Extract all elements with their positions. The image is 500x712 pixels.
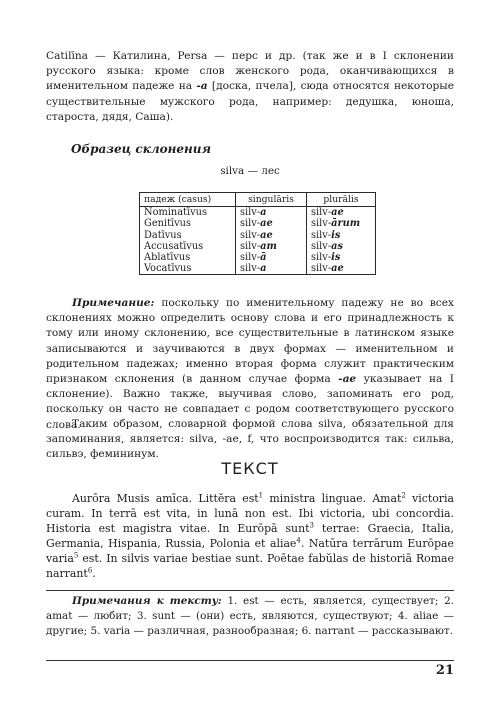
ending: as	[331, 240, 344, 252]
text-section-heading: ТЕКСТ	[221, 459, 279, 478]
footnote-marker: 3	[309, 521, 314, 530]
ending: is	[331, 252, 341, 264]
ending: ae	[260, 229, 273, 241]
text-notes-label: Примечания к тексту:	[72, 595, 222, 607]
case-name: Datīvus	[140, 230, 236, 241]
table-header-row	[140, 193, 376, 207]
plural-form	[307, 263, 376, 275]
example-caption: silva — лес	[220, 165, 280, 177]
text-notes-body: 1. est — есть, является, существует; 2. amat — любит; 3. sunt — (они) есть, являются, существуют; 4. aliae — другие; 5. varia — различная, разнообразная; 6. narrant — рассказывают.	[46, 595, 454, 638]
table-row	[140, 207, 376, 219]
latin-segment: ministra linguae. Amat	[263, 492, 402, 505]
ending: ā	[260, 252, 267, 264]
header-case: падеж (casus)	[140, 193, 236, 207]
ending: ae	[331, 207, 344, 219]
notes-divider-bottom	[46, 660, 454, 661]
case-name: Nominatīvus	[140, 207, 236, 219]
intro-ending: -а	[196, 80, 208, 93]
latin-segment: .	[92, 567, 96, 580]
header-plural: plurālis	[307, 193, 376, 207]
stem: silv-	[311, 252, 332, 264]
stem: silv-	[311, 240, 332, 252]
note-label: Примечание:	[72, 297, 155, 309]
footnote-marker: 6	[87, 566, 93, 575]
stem: silv-	[240, 240, 261, 252]
singular-form	[236, 263, 307, 275]
plural-form	[307, 207, 376, 219]
table-row	[140, 241, 376, 252]
singular-form	[236, 230, 307, 241]
footnote-marker: 4	[296, 536, 301, 545]
note-text-1: поскольку по именительному падежу не во всех склонениях можно определить основу слова и его принадлежность к тому или иному склонению, все существительные в латинском языке записываются и заучиваются в двух формах — именительном и родительном падежах; именно вторая форма служит практическим признаком склонения (в данном случае форма	[46, 297, 454, 386]
ending: ae	[331, 263, 344, 275]
ending: a	[260, 263, 267, 275]
stem: silv-	[240, 252, 261, 264]
footnote-marker: 5	[73, 551, 79, 560]
intro-paragraph	[46, 49, 454, 125]
latin-segment: victoria curam. In terrā est vita, in lunā non est. Ibi victoria, ubi concordia. Historia est magistra vitae. In Eurōpā sunt	[46, 492, 454, 535]
latin-segment: est. In silvis variae bestiae sunt. Poētae fabŭlas de historiā Romae narrant	[46, 552, 454, 580]
plural-form	[307, 230, 376, 241]
note-ending: -ae	[338, 373, 357, 386]
ending: ārum	[331, 218, 361, 230]
case-name: Vocatīvus	[140, 263, 236, 275]
latin-segment: Aurōra Musis amīca. Littĕra est	[72, 492, 259, 505]
latin-text-paragraph	[46, 491, 454, 581]
singular-form	[236, 241, 307, 252]
stem: silv-	[311, 207, 332, 219]
stem: silv-	[240, 218, 261, 230]
note-text-2: указывает на I склонение). Важно также, выучивая слово, запоминать его род, поскольку он часто не совпадает с родом соответствующего русского слова.	[46, 373, 454, 431]
stem: silv-	[240, 207, 261, 219]
ending: is	[331, 229, 341, 241]
case-name: Accusatīvus	[140, 241, 236, 252]
stem: silv-	[311, 263, 332, 275]
stem: silv-	[240, 263, 261, 275]
plural-form	[307, 218, 376, 229]
stem: silv-	[240, 229, 261, 241]
footnote-marker: 1	[258, 491, 264, 500]
latin-segment: . Natūra terrārum Eurōpae varia	[46, 537, 454, 565]
singular-form	[236, 252, 307, 263]
declension-table	[139, 192, 376, 275]
table-row	[140, 230, 376, 241]
text-notes-paragraph	[46, 594, 454, 640]
intro-text-2: [доска, пчела], сюда относятся некоторые существительные мужского рода, например: дедушка, юноша, староста, дядя, Саша).	[46, 80, 454, 123]
stem: silv-	[311, 218, 332, 230]
ending: am	[260, 240, 277, 252]
footnote-marker: 2	[401, 491, 406, 500]
singular-form	[236, 207, 307, 219]
plural-form	[307, 241, 376, 252]
ending: ae	[260, 218, 273, 230]
intro-text-1: Catilīna — Катилина, Persa — перс и др. (так же и в I склонении русского языка: кроме слов женского рода, оканчивающихся в именительном падеже на	[46, 50, 454, 93]
note-paragraph	[46, 296, 454, 433]
singular-form	[236, 218, 307, 229]
latin-segment: terrae: Graecia, Italia, Germania, Hispania, Russia, Polonia et aliae	[46, 522, 455, 550]
stem: silv-	[311, 229, 332, 241]
page-number: 21	[435, 663, 454, 678]
case-name: Ablatīvus	[140, 252, 236, 263]
case-name: Genitīvus	[140, 218, 236, 229]
plural-form	[307, 252, 376, 263]
header-singular: singulāris	[236, 193, 307, 207]
table-row	[140, 218, 376, 229]
dictionary-form-paragraph: Таким образом, словарной формой слова silva, обязательной для запоминания, является: silva, -ae, f, что воспроизводится так: сильва, сильвэ, фемининум.	[46, 418, 454, 461]
notes-divider-top	[46, 590, 454, 591]
table-row	[140, 263, 376, 275]
example-heading: Образец склонения	[71, 142, 212, 156]
ending: a	[260, 207, 267, 219]
table-row	[140, 252, 376, 263]
